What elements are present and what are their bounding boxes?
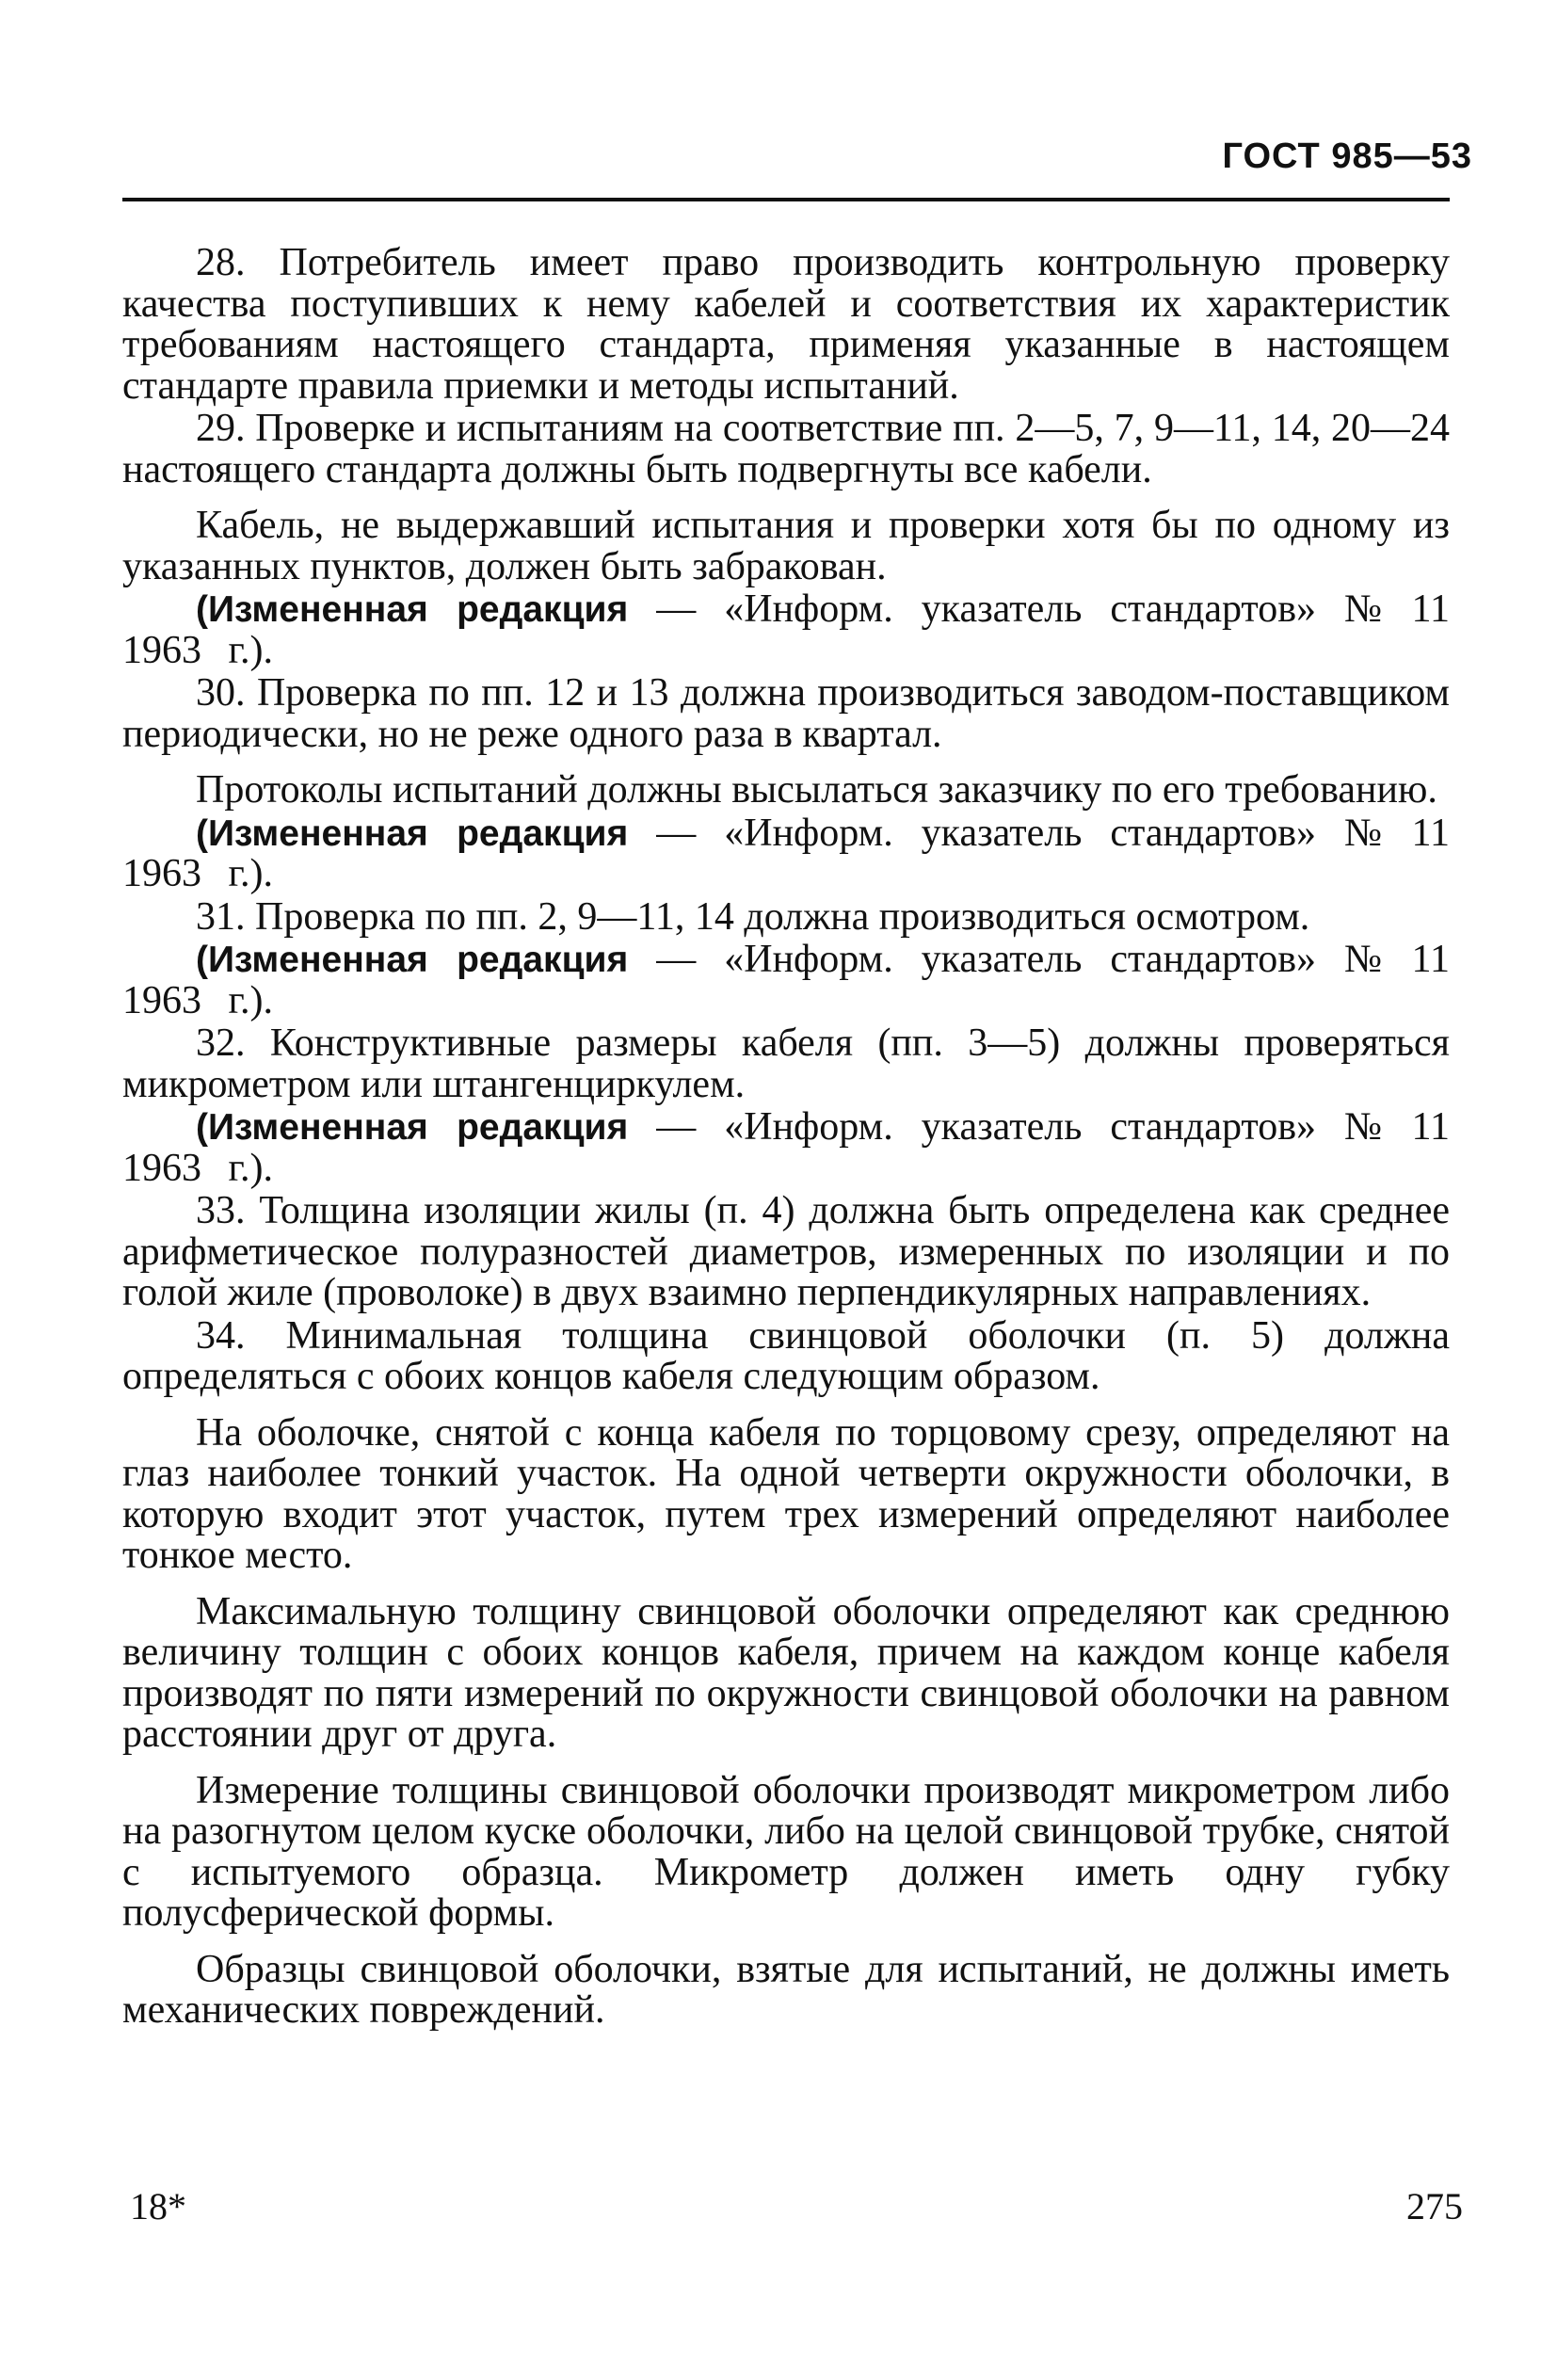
paragraph-33: 33. Толщина изоляции жилы (п. 4) должна быть определена как среднее арифметическое полуразностей диаметров, измеренных по изоляции и по голой жиле (проволоке) в двух взаимно перпендикулярных направлениях. xyxy=(122,1189,1450,1314)
paragraph-34-note: Измерение толщины свинцовой оболочки производят микрометром либо на разогнутом целом куске оболочки, либо на целой свинцовой трубке, снятой с испытуемого образца. Микрометр должен иметь одну губку полусферической формы. xyxy=(122,1768,1450,1935)
amendment-label: (Измененная редакция xyxy=(196,940,629,980)
paragraph-34-note: На оболочке, снятой с конца кабеля по торцовому срезу, определяют на глаз наиболее тонкий участок. На одной четверти окружности оболочки, в которую входит этот участок, путем трех измерений определяют наиболее тонкое место. xyxy=(122,1410,1450,1577)
amendment-note xyxy=(122,813,1450,895)
header-rule xyxy=(122,198,1450,201)
paragraph-32: 32. Конструктивные размеры кабеля (пп. 3—5) должны проверяться микрометром или штангенциркулем. xyxy=(122,1021,1450,1106)
amendment-label: (Измененная редакция xyxy=(196,589,629,630)
paragraph-34: 34. Минимальная толщина свинцовой оболочки (п. 5) должна определяться с обоих концов кабеля следующим образом. xyxy=(122,1313,1450,1398)
paragraph-30: 30. Проверка по пп. 12 и 13 должна производиться заводом-поставщиком периодически, но не реже одного раза в квартал. xyxy=(122,671,1450,756)
amendment-source: — «Информ. указатель стандартов» № 11 1963 г.). xyxy=(122,811,1450,895)
document-body xyxy=(122,243,1450,2032)
paragraph-30-note: Протоколы испытаний должны высылаться заказчику по его требованию. xyxy=(196,768,1437,812)
paragraph-28: 28. Потребитель имеет право производить контрольную проверку качества поступивших к нему кабелей и соответствия их характеристик требованиям настоящего стандарта, применяя указанные в настоящем стандарте правила приемки и методы испытаний. xyxy=(122,241,1450,408)
document-header: ГОСТ 985—53 xyxy=(1222,137,1472,176)
amendment-source: — «Информ. указатель стандартов» № 11 1963 г.). xyxy=(122,1105,1450,1190)
amendment-label: (Измененная редакция xyxy=(196,812,629,854)
page-number: 275 xyxy=(1406,2185,1463,2227)
amendment-source: — «Информ. указатель стандартов» № 11 1963 г.). xyxy=(122,587,1450,672)
paragraph-29-note: Кабель, не выдержавший испытания и проверки хотя бы по одному из указанных пунктов, должен быть забракован. xyxy=(122,504,1450,588)
amendment-note xyxy=(122,940,1450,1021)
paragraph-29: 29. Проверке и испытаниям на соответствие пп. 2—5, 7, 9—11, 14, 20—24 настоящего стандарта должны быть подвергнуты все кабели. xyxy=(122,407,1450,491)
signature-mark: 18* xyxy=(130,2185,186,2227)
amendment-note xyxy=(122,589,1450,671)
amendment-note xyxy=(122,1107,1450,1189)
paragraph-31: 31. Проверка по пп. 2, 9—11, 14 должна производиться осмотром. xyxy=(196,894,1310,939)
paragraph-34-note: Образцы свинцовой оболочки, взятые для испытаний, не должны иметь механических повреждений. xyxy=(122,1947,1450,2032)
paragraph-34-note: Максимальную толщину свинцовой оболочки определяют как среднюю величину толщин с обоих концов кабеля, причем на каждом конце кабеля производят по пяти измерений по окружности свинцовой оболочки на равном расстоянии друг от друга. xyxy=(122,1589,1450,1756)
amendment-source: — «Информ. указатель стандартов» № 11 1963 г.). xyxy=(122,938,1450,1022)
amendment-label: (Измененная редакция xyxy=(196,1107,629,1148)
